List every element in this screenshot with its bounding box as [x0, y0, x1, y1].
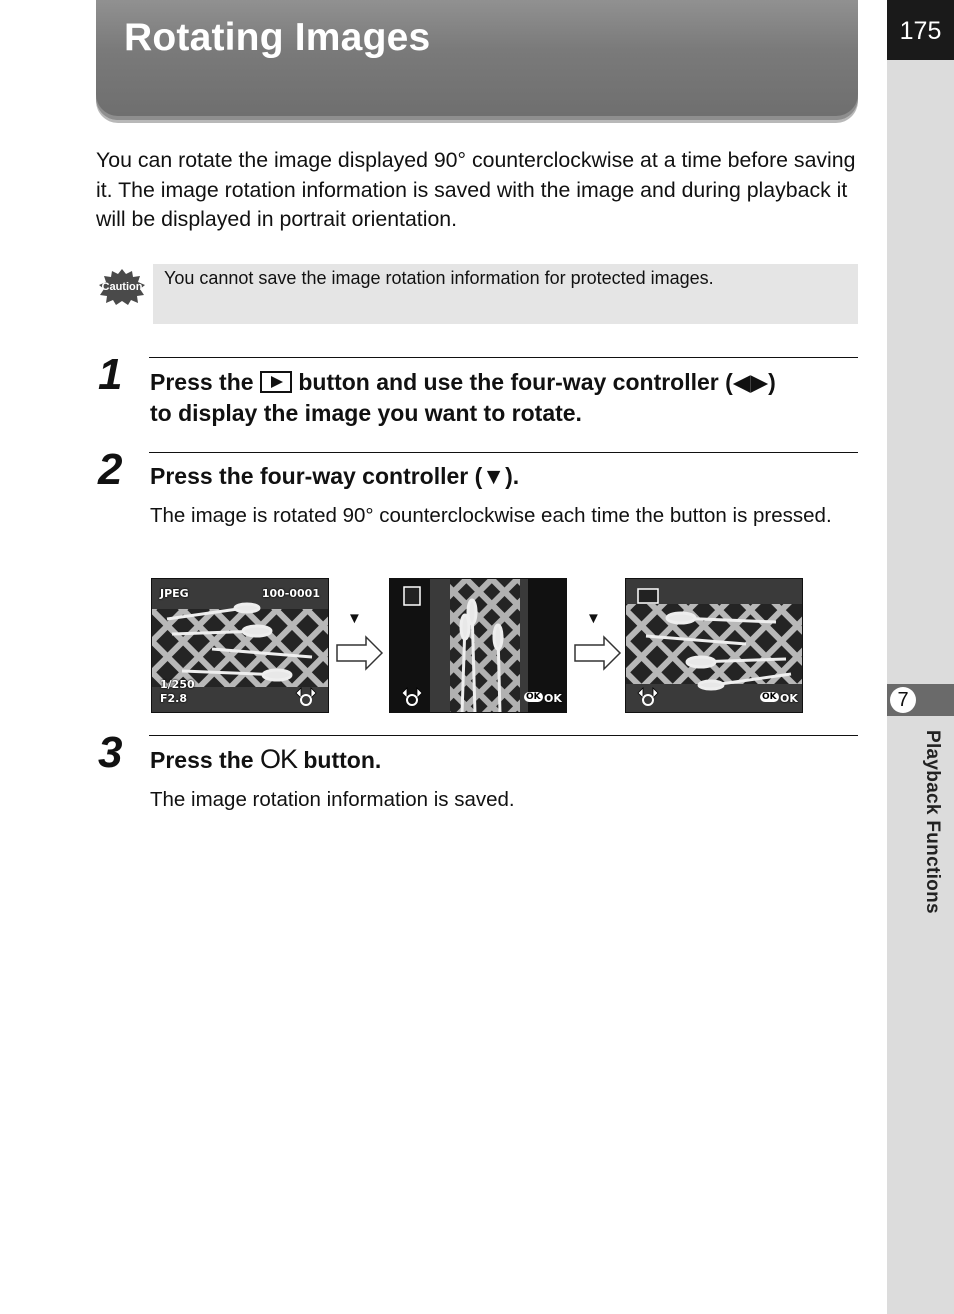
- screen-1-aperture: F2.8: [160, 692, 188, 705]
- screen-3-rotated-flipped: [625, 578, 803, 713]
- caution-icon-label: Caution: [101, 281, 143, 293]
- screen-1-file-number: 100-0001: [261, 587, 320, 600]
- step-2-body: The image is rotated 90° counterclockwise each time the button is pressed.: [150, 504, 832, 527]
- side-tab-bar: [887, 0, 954, 1314]
- step-2-heading: Press the four-way controller (▼).: [150, 463, 520, 489]
- down-key-label-2: ▼: [586, 610, 601, 627]
- next-arrow-2-icon: [574, 628, 622, 678]
- caution-icon: [98, 268, 146, 306]
- page-number: 175: [887, 0, 954, 60]
- caution-text: You cannot save the image rotation information for protected images.: [164, 268, 714, 288]
- step-1-heading: [150, 367, 776, 429]
- step-1-rule: [149, 357, 858, 358]
- intro-paragraph: You can rotate the image displayed 90° counterclockwise at a time before saving it. The image rotation information is saved with the image and during playback it will be displayed in portrait orientation.: [96, 148, 856, 231]
- down-key-label-1: ▼: [347, 610, 362, 627]
- screen-3-ok-icon: OK: [762, 692, 777, 702]
- step-3-heading-a: Press the: [150, 747, 254, 773]
- step-1-number: 1: [98, 350, 123, 399]
- screen-1-shutter: 1/250: [160, 678, 195, 691]
- step-3-body: The image rotation information is saved.: [150, 788, 515, 811]
- step-1-heading-a: Press the: [150, 369, 254, 395]
- page-title: Rotating Images: [124, 16, 431, 59]
- step-2-rule: [149, 452, 858, 453]
- step-3-number: 3: [98, 728, 123, 777]
- screen-2-ok-icon: OK: [526, 692, 541, 702]
- screen-1-format: JPEG: [160, 587, 189, 600]
- ok-button-symbol: OK: [259, 744, 297, 774]
- screen-3-ok-text: OK: [780, 692, 798, 705]
- step-3-heading-b: button.: [303, 747, 382, 773]
- screen-2-ok-text: OK: [544, 692, 562, 705]
- next-arrow-1-icon: [336, 628, 384, 678]
- chapter-number: 7: [890, 687, 916, 713]
- playback-icon: [260, 371, 292, 393]
- screen-2-rotated-portrait: [389, 578, 567, 713]
- step-1-heading-b: button and use the four-way controller (◀▶): [298, 369, 776, 395]
- screen-1-original: [151, 578, 329, 713]
- step-2-number: 2: [98, 445, 123, 494]
- step-1-heading-c: to display the image you want to rotate.: [150, 400, 582, 426]
- step-3-heading: [150, 744, 381, 776]
- chapter-title: Playback Functions: [922, 730, 943, 914]
- rotate-control-icon-3: [634, 681, 662, 707]
- step-3-rule: [149, 735, 858, 736]
- rotate-control-icon-2: [398, 681, 426, 707]
- rotate-control-icon: [292, 681, 320, 707]
